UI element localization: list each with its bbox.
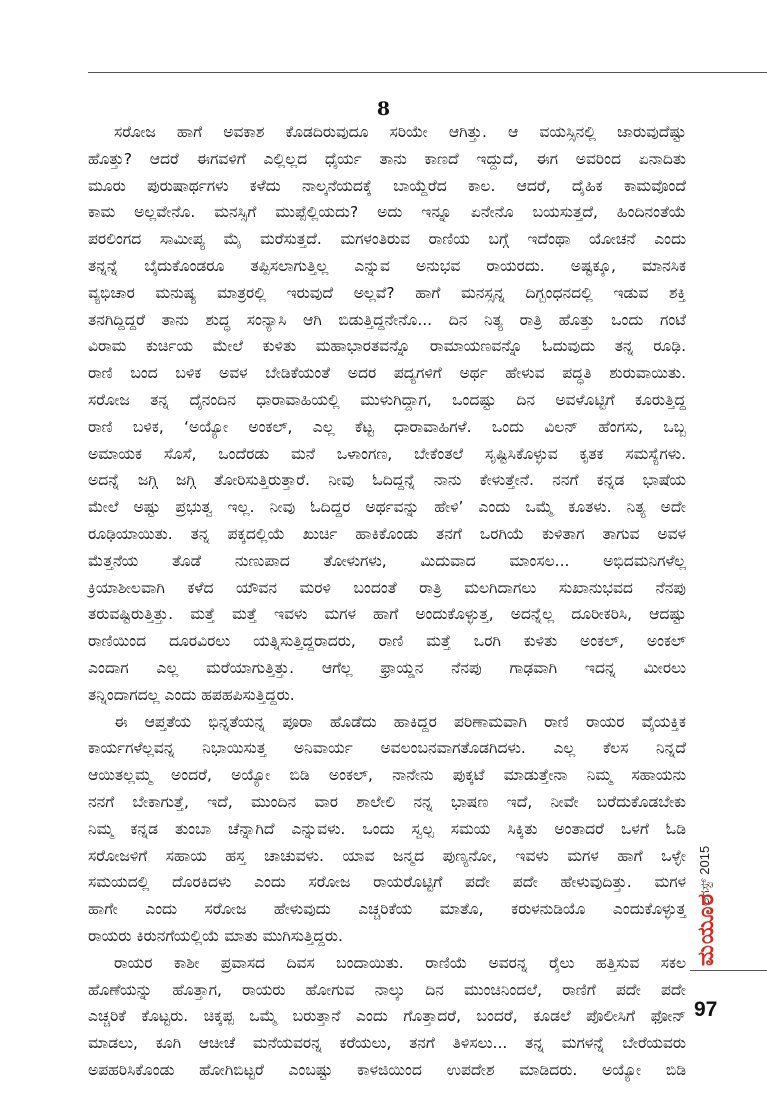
text-line: ನನಗೆ ಬೇಕಾಗುತ್ತೆ, ಇದೆ, ಮುಂದಿನ ವಾರ ಶಾಲೇಲಿ ನನ್ನ ಭಾಷಣ ಇದೆ, ನೀವೇ ಬರೆದುಕೊಡಬೇಕು xyxy=(88,792,686,811)
page-number: 97 xyxy=(694,998,718,1021)
text-line: ವ್ಯಭಿಚಾರ ಮನುಷ್ಯ ಮಾತ್ರರಲ್ಲಿ ಇರುವುದೆ ಅಲ್ಲವೆ? ಹಾಗೆ ಮನಸ್ಸನ್ನ ದಿಗ್ಬಂಧನದಲ್ಲಿ ಇಡುವ ಶಕ್ತಿ xyxy=(88,283,686,302)
issue-date: ಆಗಸ್ಟ್ 2015 xyxy=(697,845,712,906)
page-number-rule xyxy=(690,970,767,971)
text-line: ಈ ಆಪ್ತತೆಯ ಭಿನ್ನತೆಯನ್ನ ಪೂರಾ ಹೊಡೆದು ಹಾಕಿದ್ದರ ಪರಿಣಾಮವಾಗಿ ರಾಣಿ ರಾಯರ ವೈಯಕ್ತಿಕ xyxy=(114,712,686,731)
text-line: ರಾಯರು ಕಿರುನಗೆಯಲ್ಲಿಯೆ ಮಾತು ಮುಗಿಸುತ್ತಿದ್ದರು. xyxy=(88,926,343,945)
text-line: ಕಾರ್ಯಗಳೆಲ್ಲವನ್ನ ನಿಭಾಯಿಸುತ್ತ ಅನಿವಾರ್ಯ ಅವಲಂಬನವಾಗತೊಡಗಿದಳು. ಎಲ್ಲ ಕೆಲಸ ನಿನ್ನದೆ xyxy=(88,739,686,758)
text-line: ಮೇಲೆ ಅಷ್ಟು ಪ್ರಭುತ್ವ ಇಲ್ಲ. ನೀವು ಓದಿದ್ದರ ಅರ್ಥವನ್ನು ಹೇಳಿ’ ಎಂದು ಒಮ್ಮೆ ಕೂತಳು. ನಿತ್ಯ ಅದೇ xyxy=(88,498,686,517)
text-line: ಮೂರು ಪುರುಷಾರ್ಥಗಳು ಕಳೆದು ನಾಲ್ಕನೆಯದಕ್ಕೆ ಬಾಯ್ದೆರೆದ ಕಾಲ. ಆದರೆ, ದೈಹಿಕ ಕಾಮವೊಂದೆ xyxy=(88,176,686,195)
text-line: ರೂಢಿಯಾಯಿತು. ತನ್ನ ಪಕ್ಕದಲ್ಲಿಯೆ ಖುರ್ಚಿ ಹಾಕಿಕೊಂಡು ತನಗೆ ಒರಗಿಯೆ ಕುಳಿತಾಗ ತಾಗುವ ಅವಳ xyxy=(88,524,686,543)
text-line: ಅಪಹರಿಸಿಕೊಂಡು ಹೋಗಿಬಿಟ್ಟರೆ ಎಂಬಷ್ಟು ಕಾಳಜಿಯಿಂದ ಉಪದೇಶ ಮಾಡಿದರು. ಅಯ್ಯೋ ಬಿಡಿ xyxy=(88,1060,686,1079)
top-rule xyxy=(88,72,767,73)
text-line: ಸಮಯದಲ್ಲಿ ದೊರಕಿದಳು ಎಂದು ಸರೋಜ ರಾಯರೊಟ್ಟಿಗೆ ಪದೇ ಪದೇ ಹೇಳುವುದಿತ್ತು. ಮಗಳ xyxy=(88,873,686,892)
text-line: ವಿರಾಮ ಕುರ್ಚಿಯ ಮೇಲೆ ಕುಳಿತು ಮಹಾಭಾರತವನ್ನೊ ರಾಮಾಯಣವನ್ನೊ ಓದುವುದು ತನ್ನ ರೂಢಿ. xyxy=(88,337,686,356)
text-line: ತನ್ನಿಂದಾಗದಲ್ಲ ಎಂದು ಹಪಹಪಿಸುತ್ತಿದ್ದರು. xyxy=(88,685,295,704)
text-line: ಅಮಾಯಕ ಸೊಸೆ, ಒಂದೆರಡು ಮನೆ ಒಳಾಂಗಣ, ಬೇಕೆಂತಲೆ ಸೃಷ್ಟಿಸಿಕೊಳ್ಳುವ ಕೃತಕ ಸಮಸ್ಯೆಗಳು. xyxy=(88,444,686,463)
text-line: ಮಾಡಲು, ಕೂಗಿ ಆಚೀಚೆ ಮನೆಯವರನ್ನ ಕರೆಯಲು, ತನಗೆ ತಿಳಿಸಲು... ತನ್ನ ಮಗಳನ್ನೆ ಬೇರೆಯವರು xyxy=(88,1034,686,1053)
text-line: ಹಾಗೇ ಎಂದು ಸರೋಜ ಹೇಳುವುದು ಎಚ್ಚರಿಕೆಯ ಮಾತೊ, ಕರುಳನುಡಿಯೊ ಎಂದುಕೊಳ್ಳುತ್ತ xyxy=(88,900,686,919)
text-line: ಅದನ್ನೆ ಜಗ್ಗಿ ಜಗ್ಗಿ ತೋರಿಸುತ್ತಿರುತ್ತಾರೆ. ನೀವು ಓದಿದ್ದನ್ನೆ ನಾನು ಕೇಳುತ್ತೇನೆ. ನನಗೆ ಕನ್ನಡ ಭಾಷೆಯ xyxy=(88,471,686,490)
text-line: ರಾಣಿ ಬಂದ ಬಳಿಕ ಅವಳ ಬೇಡಿಕೆಯಂತೆ ಅದರ ಪದ್ಯಗಳಿಗೆ ಅರ್ಥ ಹೇಳುವ ಪದ್ಧತಿ ಶುರುವಾಯಿತು. xyxy=(88,364,686,383)
text-line: ರಾಯರ ಕಾಶೀ ಪ್ರವಾಸದ ದಿವಸ ಬಂದಾಯಿತು. ರಾಣಿಯೆ ಅವರನ್ನ ರೈಲು ಹತ್ತಿಸುವ ಸಕಲ xyxy=(114,953,686,972)
text-line: ತರುವಷ್ಟಿರುತ್ತಿತ್ತು. ಮತ್ತೆ ಮತ್ತೆ ಇವಳು ಮಗಳ ಹಾಗೆ ಅಂದುಕೊಳ್ಳುತ್ತ, ಅದನ್ನೆಲ್ಲ ದೂರೀಕರಿಸಿ, ಆದಷ್ಟು xyxy=(88,605,686,624)
text-line: ಮೆತ್ತನೆಯ ತೊಡೆ ನುಣುಪಾದ ತೋಳುಗಳು, ಮಿದುವಾದ ಮಾಂಸಲ... ಅಭಿದಮನಿಗಳೆಲ್ಲ xyxy=(88,551,686,570)
text-line: ನಿಮ್ಮ ಕನ್ನಡ ತುಂಬಾ ಚೆನ್ನಾಗಿದೆ ಎನ್ನುವಳು. ಒಂದು ಸ್ವಲ್ಪ ಸಮಯ ಸಿಕ್ಕಿತು ಅಂತಾದರೆ ಒಳಗೆ ಓಡಿ xyxy=(88,819,686,838)
text-line: ಎಚ್ಚರಿಕೆ ಕೊಟ್ಟರು. ಚಿಕ್ಕಪ್ಪ ಒಮ್ಮೆ ಬರುತ್ತಾನೆ ಎಂದು ಗೊತ್ತಾದರೆ, ಬಂದರೆ, ಕೂಡಲೆ ಪೊಲೀಸಿಗೆ ಫೋನ್ xyxy=(88,1007,686,1026)
text-line: ಸರೋಜ ಹಾಗೆ ಅವಕಾಶ ಕೊಡದಿರುವುದೂ ಸರಿಯೇ ಆಗಿತ್ತು. ಆ ವಯಸ್ಸಿನಲ್ಲಿ ಜಾರುವುದೆಷ್ಟು xyxy=(114,123,686,141)
text-line: ಹೊಣೆಯನ್ನು ಹೊತ್ತಾಗ, ರಾಯರು ಹೋಗುವ ನಾಲ್ಕು ದಿನ ಮುಂಚಿನಿಂದಲೆ, ರಾಣಿಗೆ ಪದೇ ಪದೇ xyxy=(88,980,686,999)
section-number: 8 xyxy=(376,98,391,120)
text-line: ಹೊತ್ತು? ಆದರೆ ಈಗವಳಿಗೆ ಎಲ್ಲಿಲ್ಲದ ಧೈರ್ಯ ತಾನು ಕಾಣದೆ ಇದ್ದುದೆ, ಈಗ ಅವರಿಂದ ಏನಾದಿತು xyxy=(88,149,686,168)
text-line: ಸರೋಜಳಿಗೆ ಸಹಾಯ ಹಸ್ತ ಚಾಚುವಳು. ಯಾವ ಜನ್ಮದ ಪುಣ್ಯನೋ, ಇವಳು ಮಗಳ ಹಾಗೆ ಒಳ್ಳೇ xyxy=(88,846,686,865)
article-body xyxy=(88,119,686,1079)
text-line: ಎಂದಾಗ ಎಲ್ಲ ಮರೆಯಾಗುತ್ತಿತ್ತು. ಆಗೆಲ್ಲ ಫ್ರಾಯ್ಡನ ನೆನಪು ಗಾಢವಾಗಿ ಇದನ್ನ ಮೀರಲು xyxy=(88,658,686,677)
text-line: ಪರಲಿಂಗದ ಸಾಮೀಪ್ಯ ಮೈ ಮರೆಸುತ್ತದೆ. ಮಗಳಂತಿರುವ ರಾಣಿಯ ಬಗ್ಗೆ ಇದೆಂಥಾ ಯೋಚನೆ ಎಂದು xyxy=(88,230,686,249)
text-line: ರಾಣಿ ಬಳಿಕ, ‘ಅಯ್ಯೋ ಅಂಕಲ್, ಎಲ್ಲ ಕೆಟ್ಟ ಧಾರಾವಾಹಿಗಳೆ. ಒಂದು ವಿಲನ್ ಹೆಂಗಸು, ಒಬ್ಬ xyxy=(88,417,686,436)
text-line: ಆಯಿತಲ್ಲಮ್ಮ ಅಂದರೆ, ಅಯ್ಯೋ ಬಿಡಿ ಅಂಕಲ್, ನಾನೇನು ಪುಕ್ಕಟೆ ಮಾಡುತ್ತೇನಾ ನಿಮ್ಮ ಸಹಾಯನು xyxy=(88,766,686,785)
text-line: ಕಾಮ ಅಲ್ಲವೇನೊ. ಮನಸ್ಸಿಗೆ ಮುಪ್ಪೆಲ್ಲಿಯದು? ಅದು ಇನ್ನೂ ಏನೇನೊ ಬಯಸುತ್ತದೆ, ಹಿಂದಿನಂತೆಯೆ xyxy=(88,203,686,222)
magazine-logo: ಮಯೂರ xyxy=(694,892,719,966)
text-line: ರಾಣಿಯಿಂದ ದೂರವಿರಲು ಯತ್ನಿಸುತ್ತಿದ್ದರಾದರು, ರಾಣಿ ಮತ್ತೆ ಒರಗಿ ಕುಳಿತು ಅಂಕಲ್, ಅಂಕಲ್ xyxy=(88,632,686,651)
text-line: ತನಗಿದ್ದಿದ್ದರೆ ತಾನು ಶುದ್ಧ ಸಂನ್ಯಾಸಿ ಆಗಿ ಬಿಡುತ್ತಿದ್ದನೇನೊ... ದಿನ ನಿತ್ಯ ರಾತ್ರಿ ಹೊತ್ತು ಒಂದು ಗಂಟೆ xyxy=(88,310,686,329)
text-line: ಕ್ರಿಯಾಶೀಲವಾಗಿ ಕಳೆದ ಯೌವನ ಮರಳಿ ಬಂದಂತೆ ರಾತ್ರಿ ಮಲಗಿದಾಗಲು ಸುಖಾನುಭವದ ನೆನಪು xyxy=(88,578,686,597)
text-line: ತನ್ನನ್ನೆ ಬೈದುಕೊಂಡರೂ ತಪ್ಪಿಸಲಾಗುತ್ತಿಲ್ಲ ಎನ್ನುವ ಅನುಭವ ರಾಯರದು. ಅಷ್ಟಕ್ಕೂ, ಮಾನಸಿಕ xyxy=(88,256,686,275)
text-line: ಸರೋಜ ತನ್ನ ದೈನಂದಿನ ಧಾರಾವಾಹಿಯಲ್ಲಿ ಮುಳುಗಿದ್ದಾಗ, ಒಂದಷ್ಟು ದಿನ ಅವಳೊಟ್ಟಿಗೆ ಕೂರುತ್ತಿದ್ದ xyxy=(88,390,686,409)
